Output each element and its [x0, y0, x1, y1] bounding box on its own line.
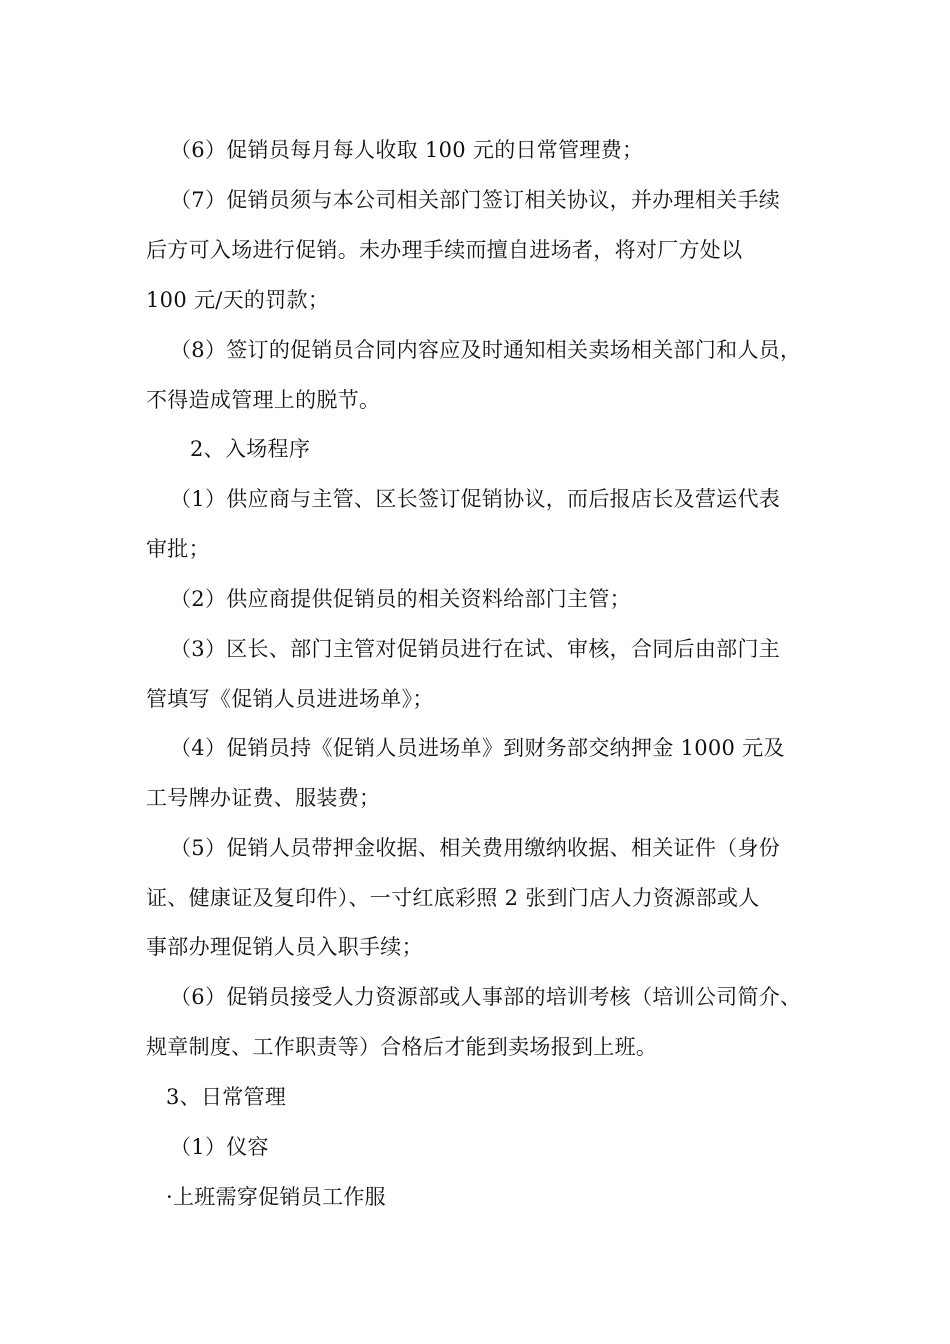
subsection-heading: （1）仪容 [170, 1135, 269, 1159]
paragraph-line: 事部办理促销人员入职手续； [146, 935, 423, 959]
section-heading: 2、入场程序 [190, 437, 311, 461]
paragraph-line: 工号牌办证费、服装费； [146, 786, 381, 810]
paragraph-line: （2）供应商提供促销员的相关资料给部门主管； [170, 587, 631, 611]
paragraph-line: 规章制度、工作职责等）合格后才能到卖场报到上班。 [146, 1035, 658, 1059]
section-heading: 3、日常管理 [166, 1085, 287, 1109]
paragraph-line: （7）促销员须与本公司相关部门签订相关协议，并办理相关手续 [170, 188, 781, 212]
paragraph-line: （4）促销员持《促销人员进场单》到财务部交纳押金 1000 元及 [170, 736, 785, 760]
bullet-item: ·上班需穿促销员工作服 [166, 1185, 386, 1209]
paragraph-line: （8）签订的促销员合同内容应及时通知相关卖场相关部门和人员， [170, 338, 802, 362]
paragraph-line: （6）促销员接受人力资源部或人事部的培训考核（培训公司简介、 [170, 985, 802, 1009]
paragraph-line: （5）促销人员带押金收据、相关费用缴纳收据、相关证件（身份 [170, 836, 781, 860]
paragraph-line: 后方可入场进行促销。未办理手续而擅自进场者，将对厂方处以 [146, 238, 743, 262]
paragraph-line: 审批； [146, 537, 210, 561]
paragraph-line: （6）促销员每月每人收取 100 元的日常管理费； [170, 138, 644, 162]
paragraph-line: （1）供应商与主管、区长签订促销协议，而后报店长及营运代表 [170, 487, 781, 511]
paragraph-line: 不得造成管理上的脱节。 [146, 388, 381, 412]
paragraph-line: 证、健康证及复印件）、一寸红底彩照 2 张到门店人力资源部或人 [146, 886, 760, 910]
paragraph-line: （3）区长、部门主管对促销员进行在试、审核，合同后由部门主 [170, 637, 781, 661]
paragraph-line: 100 元/天的罚款； [146, 288, 330, 312]
paragraph-line: 管填写《促销人员进进场单》； [146, 687, 434, 711]
